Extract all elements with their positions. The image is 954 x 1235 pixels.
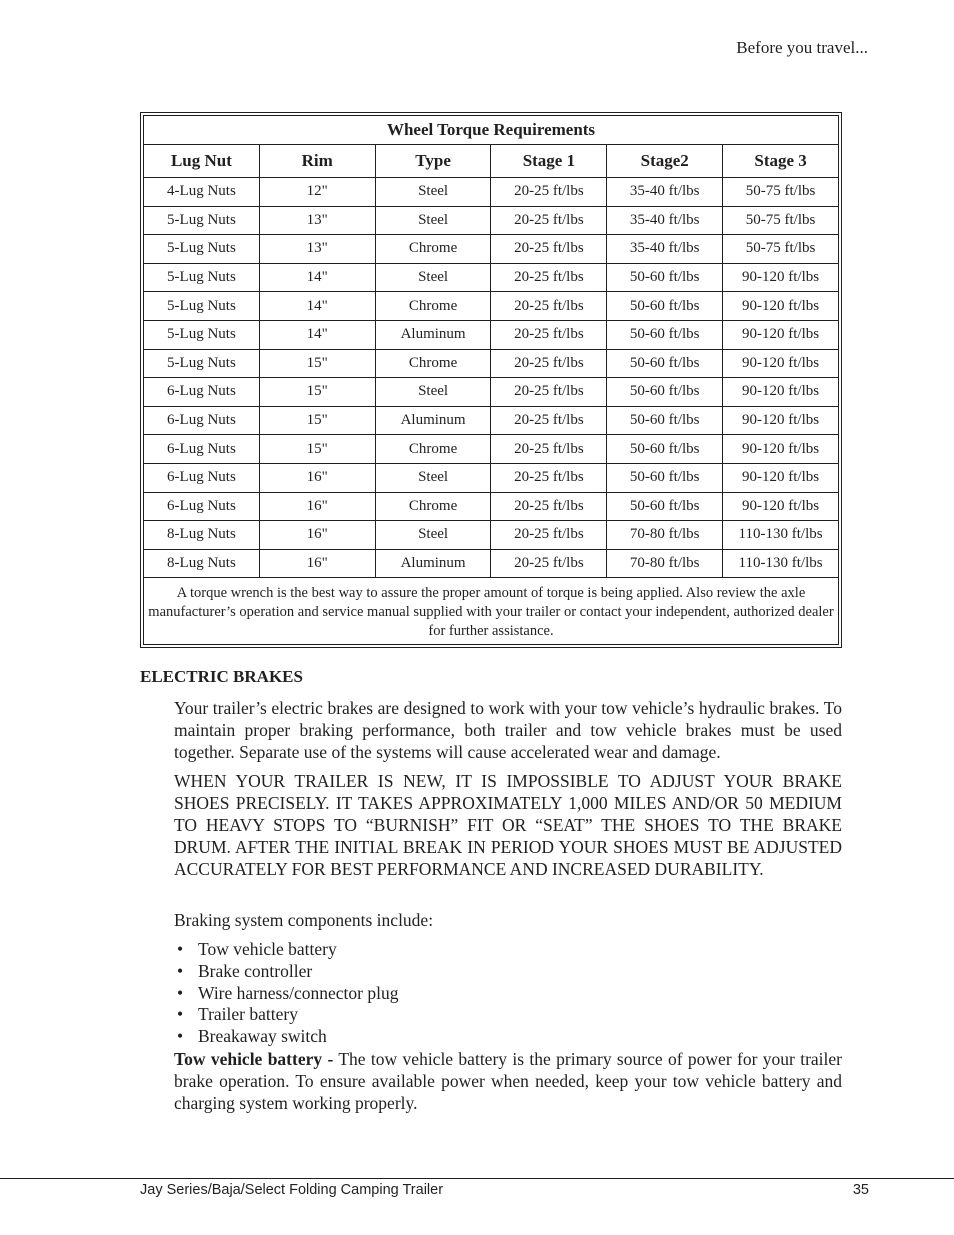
table-cell: 14"	[259, 292, 375, 321]
table-cell: 20-25 ft/lbs	[491, 378, 607, 407]
table-cell: 8-Lug Nuts	[144, 521, 260, 550]
list-item-text: Wire harness/connector plug	[198, 982, 399, 1003]
body-paragraph	[174, 1048, 842, 1114]
table-cell: 16"	[259, 521, 375, 550]
list-item-text: Trailer battery	[198, 1004, 298, 1025]
table-cell: 14"	[259, 263, 375, 292]
table-cell: Chrome	[375, 435, 491, 464]
table-cell: 50-60 ft/lbs	[607, 435, 723, 464]
table-row	[144, 235, 839, 264]
table-cell: 6-Lug Nuts	[144, 406, 260, 435]
table-title: Wheel Torque Requirements	[144, 116, 839, 145]
body-paragraph: Your trailer’s electric brakes are designed to work with your tow vehicle’s hydraulic brakes. To maintain proper braking performance, both trailer and tow vehicle brakes must be used together. Separate use of the systems will cause accelerated wear and damage.	[174, 698, 842, 762]
table-cell: Steel	[375, 206, 491, 235]
table-row	[144, 378, 839, 407]
table-cell: Steel	[375, 378, 491, 407]
table-cell: 6-Lug Nuts	[144, 435, 260, 464]
component-list	[177, 939, 398, 1048]
column-header: Stage 3	[723, 145, 839, 178]
bullet-glyph: •	[177, 1004, 184, 1025]
table-cell: 70-80 ft/lbs	[607, 521, 723, 550]
table-row	[144, 320, 839, 349]
table-cell: 50-60 ft/lbs	[607, 263, 723, 292]
bullet-glyph: •	[177, 1026, 184, 1047]
table-cell: 70-80 ft/lbs	[607, 549, 723, 578]
table-cell: 16"	[259, 463, 375, 492]
table-row	[144, 463, 839, 492]
table-cell: 5-Lug Nuts	[144, 349, 260, 378]
list-item	[177, 983, 398, 1005]
table-row	[144, 435, 839, 464]
table-cell: 5-Lug Nuts	[144, 235, 260, 264]
table-cell: 20-25 ft/lbs	[491, 549, 607, 578]
table-cell: 90-120 ft/lbs	[723, 263, 839, 292]
table-cell: 90-120 ft/lbs	[723, 378, 839, 407]
table-cell: 50-60 ft/lbs	[607, 463, 723, 492]
table-cell: Steel	[375, 263, 491, 292]
table-cell: 90-120 ft/lbs	[723, 406, 839, 435]
table-cell: 14"	[259, 320, 375, 349]
table-cell: 6-Lug Nuts	[144, 378, 260, 407]
table-cell: 110-130 ft/lbs	[723, 549, 839, 578]
table-cell: Aluminum	[375, 406, 491, 435]
table-cell: 90-120 ft/lbs	[723, 492, 839, 521]
table-cell: 20-25 ft/lbs	[491, 178, 607, 207]
table-cell: Steel	[375, 463, 491, 492]
table-cell: 90-120 ft/lbs	[723, 320, 839, 349]
table-cell: 5-Lug Nuts	[144, 292, 260, 321]
table-cell: 20-25 ft/lbs	[491, 521, 607, 550]
table-row	[144, 492, 839, 521]
column-header: Stage2	[607, 145, 723, 178]
list-item	[177, 1004, 398, 1026]
table-cell: 50-60 ft/lbs	[607, 492, 723, 521]
table-row	[144, 349, 839, 378]
column-header: Lug Nut	[144, 145, 260, 178]
list-item-text: Breakaway switch	[198, 1026, 327, 1047]
table-cell: 20-25 ft/lbs	[491, 349, 607, 378]
table-cell: 50-60 ft/lbs	[607, 320, 723, 349]
table-cell: 50-60 ft/lbs	[607, 349, 723, 378]
table-row	[144, 406, 839, 435]
table-cell: 16"	[259, 549, 375, 578]
table-row	[144, 521, 839, 550]
list-item	[177, 1026, 398, 1048]
table-cell: 5-Lug Nuts	[144, 206, 260, 235]
table-cell: 12"	[259, 178, 375, 207]
table-cell: 6-Lug Nuts	[144, 463, 260, 492]
table-footnote: A torque wrench is the best way to assure the proper amount of torque is being applied. Also review the axle manufacturer’s operation and service manual supplied with your trailer or contact your independent, authorized dealer for further assistance.	[144, 578, 839, 645]
table-cell: Aluminum	[375, 549, 491, 578]
column-header: Rim	[259, 145, 375, 178]
table-cell: Steel	[375, 521, 491, 550]
table-cell: Chrome	[375, 349, 491, 378]
table-cell: 20-25 ft/lbs	[491, 463, 607, 492]
table-cell: 20-25 ft/lbs	[491, 492, 607, 521]
table-cell: Aluminum	[375, 320, 491, 349]
table-row	[144, 263, 839, 292]
table-cell: 50-60 ft/lbs	[607, 378, 723, 407]
table-cell: 15"	[259, 349, 375, 378]
column-header: Stage 1	[491, 145, 607, 178]
table-cell: 50-75 ft/lbs	[723, 235, 839, 264]
table-cell: 50-60 ft/lbs	[607, 406, 723, 435]
table-cell: 90-120 ft/lbs	[723, 463, 839, 492]
table-cell: 20-25 ft/lbs	[491, 435, 607, 464]
table-cell: 15"	[259, 378, 375, 407]
table-cell: 20-25 ft/lbs	[491, 206, 607, 235]
table-cell: 90-120 ft/lbs	[723, 292, 839, 321]
table-cell: Chrome	[375, 292, 491, 321]
list-item-text: Brake controller	[198, 960, 313, 981]
list-item-text: Tow vehicle battery	[198, 939, 337, 959]
table-cell: 20-25 ft/lbs	[491, 235, 607, 264]
table-cell: 8-Lug Nuts	[144, 549, 260, 578]
table-cell: 13"	[259, 206, 375, 235]
table-header-row	[144, 145, 839, 178]
table-cell: 5-Lug Nuts	[144, 320, 260, 349]
column-header: Type	[375, 145, 491, 178]
table-cell: 16"	[259, 492, 375, 521]
page-number: 35	[852, 1182, 869, 1198]
table-cell: Steel	[375, 178, 491, 207]
wheel-torque-table	[140, 112, 842, 648]
table-cell: 6-Lug Nuts	[144, 492, 260, 521]
footer-divider	[0, 1178, 954, 1179]
paragraph-body: The tow vehicle battery is the primary source of power for your trailer brake operation. To ensure available power when needed, keep your tow vehicle battery and charging system working properly.	[174, 1049, 842, 1113]
bullet-glyph: •	[177, 939, 184, 959]
table-cell: 50-75 ft/lbs	[723, 206, 839, 235]
warning-paragraph: WHEN YOUR TRAILER IS NEW, IT IS IMPOSSIBLE TO ADJUST YOUR BRAKE SHOES PRECISELY. IT TAKES APPROXIMATELY 1,000 MILES AND/OR 50 MEDIUM TO HEAVY STOPS TO “BURNISH” FIT OR “SEAT” THE SHOES TO THE BRAKE DRUM. AFTER THE INITIAL BREAK IN PERIOD YOUR SHOES MUST BE ADJUSTED ACCURATELY FOR BEST PERFORMANCE AND INCREASED DURABILITY.	[174, 771, 842, 879]
table-cell: 15"	[259, 435, 375, 464]
table-cell: 4-Lug Nuts	[144, 178, 260, 207]
bullet-glyph: •	[177, 960, 184, 981]
table-cell: 50-75 ft/lbs	[723, 178, 839, 207]
table-cell: Chrome	[375, 492, 491, 521]
table-cell: 35-40 ft/lbs	[607, 178, 723, 207]
footer-title: Jay Series/Baja/Select Folding Camping Trailer	[140, 1182, 444, 1198]
table-cell: 35-40 ft/lbs	[607, 206, 723, 235]
running-header: Before you travel...	[736, 38, 868, 57]
section-title: ELECTRIC BRAKES	[140, 667, 303, 686]
list-item	[177, 961, 398, 983]
table-cell: 20-25 ft/lbs	[491, 406, 607, 435]
table-row	[144, 206, 839, 235]
table-cell: 110-130 ft/lbs	[723, 521, 839, 550]
table-note-row	[144, 578, 839, 645]
table-cell: 35-40 ft/lbs	[607, 235, 723, 264]
body-paragraph: Braking system components include:	[174, 910, 434, 930]
table-cell: 20-25 ft/lbs	[491, 263, 607, 292]
table-cell: 13"	[259, 235, 375, 264]
table-cell: Chrome	[375, 235, 491, 264]
table-row	[144, 549, 839, 578]
table-row	[144, 178, 839, 207]
list-item	[177, 939, 398, 961]
inline-heading: Tow vehicle battery -	[174, 1049, 334, 1069]
table-cell: 5-Lug Nuts	[144, 263, 260, 292]
table-cell: 90-120 ft/lbs	[723, 349, 839, 378]
table-cell: 90-120 ft/lbs	[723, 435, 839, 464]
table-cell: 50-60 ft/lbs	[607, 292, 723, 321]
table-cell: 20-25 ft/lbs	[491, 292, 607, 321]
table-row	[144, 292, 839, 321]
table-cell: 15"	[259, 406, 375, 435]
table-cell: 20-25 ft/lbs	[491, 320, 607, 349]
bullet-glyph: •	[177, 982, 184, 1003]
